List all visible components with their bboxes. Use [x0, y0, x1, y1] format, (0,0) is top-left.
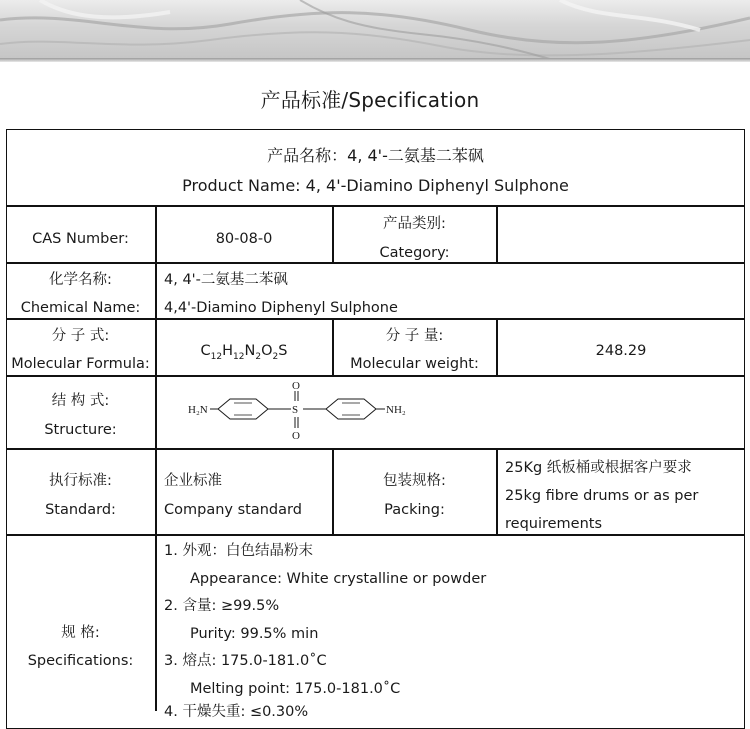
product-name-en: Product Name: 4, 4'-Diamino Diphenyl Sulphone: [182, 176, 569, 195]
product-name-cn: 产品名称：4, 4'-二氨基二苯砜: [267, 146, 484, 165]
sulfur-atom: S: [292, 404, 299, 416]
spec-item: Melting point: 175.0-181.0˚C: [190, 681, 401, 697]
col-divider: [332, 448, 334, 534]
col-divider: [496, 448, 498, 534]
formula-label-en: Molecular Formula:: [11, 356, 150, 372]
benzene-ring-right: [326, 399, 376, 419]
standard-value-cn: 企业标准: [164, 473, 222, 489]
structure-label-cn: 结 构 式:: [51, 393, 110, 409]
packing-label-cn: 包装规格:: [383, 473, 446, 489]
left-amino-group: H₂N: [188, 404, 208, 416]
structure-diagram: [186, 377, 426, 447]
standard-label-cn: 执行标准:: [49, 473, 112, 489]
spec-item: 2. 含量: ≥99.5%: [164, 598, 280, 614]
chemical-value-cn: 4, 4'-二氨基二苯砜: [164, 272, 288, 288]
oxygen-top: O: [292, 380, 300, 392]
banner-edge: [0, 58, 750, 62]
category-label-cn: 产品类别:: [383, 216, 446, 232]
packing-line-2: 25kg fibre drums or as per: [505, 488, 699, 504]
row-divider: [6, 318, 745, 320]
right-amino-group: NH₂: [386, 404, 406, 416]
spec-item: 1. 外观：白色结晶粉末: [164, 543, 313, 559]
standard-label-en: Standard:: [45, 502, 116, 518]
col-divider: [496, 205, 498, 262]
page-title: 产品标准/Specification: [260, 88, 480, 112]
standard-value-en: Company standard: [164, 502, 302, 518]
category-label-en: Category:: [379, 245, 450, 261]
marble-banner: [0, 0, 750, 62]
spec-item: Appearance: White crystalline or powder: [190, 571, 487, 587]
packing-line-1: 25Kg 纸板桶或根据客户要求: [505, 460, 692, 476]
weight-label-en: Molecular weight:: [350, 356, 479, 372]
spec-item: 4. 干燥失重: ≤0.30%: [164, 704, 309, 720]
col-divider: [155, 205, 157, 711]
packing-line-3: requirements: [505, 516, 603, 532]
oxygen-bottom: O: [292, 430, 300, 442]
specs-label-en: Specifications:: [27, 653, 134, 669]
row-divider: [6, 205, 745, 207]
formula-label-cn: 分 子 式:: [51, 328, 110, 344]
weight-label-cn: 分 子 量:: [385, 328, 444, 344]
row-divider: [6, 448, 745, 450]
benzene-ring-left: [218, 399, 268, 419]
formula-rendered: $C_{12}H_{12}N_2O_2S$: [200, 343, 288, 362]
structure-label-en: Structure:: [44, 422, 117, 438]
marble-texture: [0, 0, 750, 62]
packing-label-en: Packing:: [384, 502, 445, 518]
chemical-value-en: 4,4'-Diamino Diphenyl Sulphone: [164, 300, 398, 316]
formula-value: [156, 342, 332, 366]
spec-item: Purity: 99.5% min: [190, 626, 319, 642]
row-divider: [6, 534, 745, 536]
cas-label: CAS Number:: [32, 231, 129, 247]
weight-value: 248.29: [595, 343, 647, 359]
spec-item: 3. 熔点: 175.0-181.0˚C: [164, 653, 327, 669]
specs-label-cn: 规 格:: [61, 625, 100, 641]
chemical-label-en: Chemical Name:: [20, 300, 141, 316]
chemical-label-cn: 化学名称:: [49, 272, 112, 288]
row-divider: [6, 262, 745, 264]
cas-value: 80-08-0: [215, 231, 273, 247]
